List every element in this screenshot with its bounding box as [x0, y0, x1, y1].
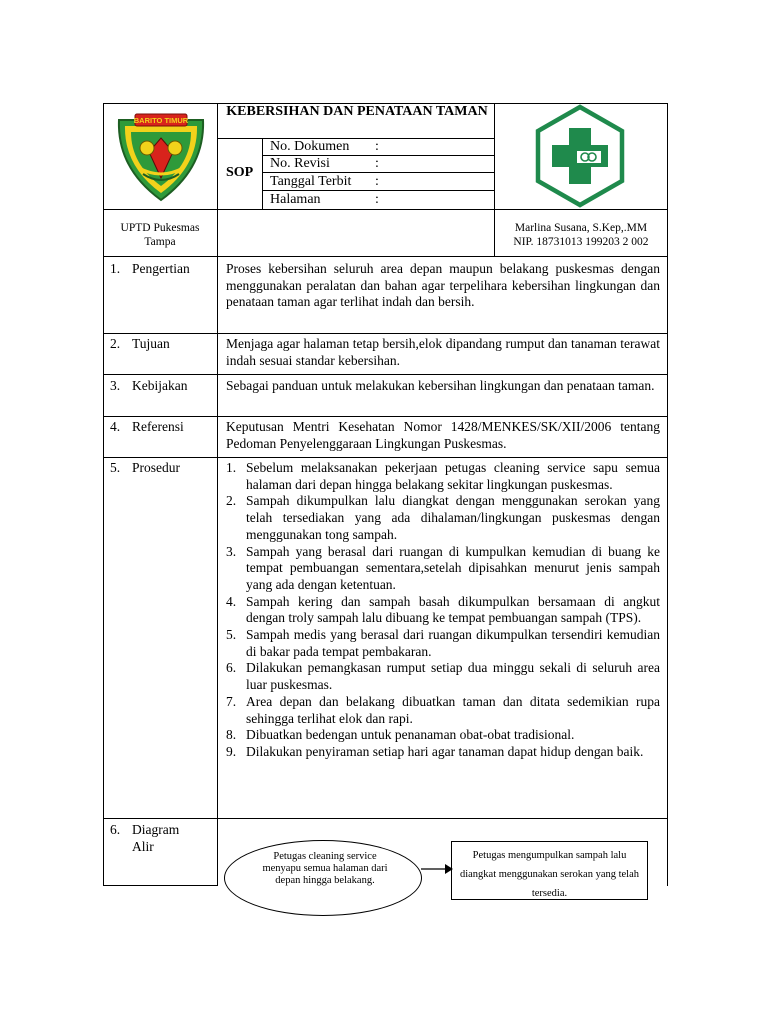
section-label-pengertian: 1. Pengertian	[110, 261, 190, 276]
table-border-bottom	[103, 885, 217, 886]
meta-colon: :	[375, 192, 379, 207]
unit-line-1: UPTD Pukesmas	[120, 222, 200, 234]
list-item: 8. Dibuatkan bedengan untuk penanaman obat-obat tradisional.	[226, 727, 575, 743]
section-text-pengertian: Proses kebersihan seluruh area depan maupun belakang puskesmas dengan menggunakan peralatan dan bahan agar terpelihara kebersihan lingkungan dan penataan taman agar terlihat indah dan bersih.	[226, 261, 660, 310]
row-line-3	[103, 374, 668, 375]
meta-colon: :	[375, 174, 379, 189]
section-text-referensi: Keputusan Mentri Kesehatan Nomor 1428/MENKES/SK/XII/2006 tentang Pedoman Penyelenggaraan Lingkungan Puskesmas.	[226, 419, 660, 451]
meta-label: No. Dokumen	[270, 139, 350, 154]
header-bottom-line	[103, 256, 668, 257]
list-item: 5. Sampah medis yang berasal dari ruangan dikumpulkan tersendiri kemudian di bakar pada tempat pembakaran.	[226, 627, 660, 659]
table-border-left	[103, 103, 104, 886]
meta-field-revision	[270, 155, 379, 172]
section-label-prosedur: 5. Prosedur	[110, 460, 180, 475]
meta-field-page	[270, 191, 379, 208]
header-divider-left	[217, 103, 218, 886]
table-border-right	[667, 103, 668, 886]
list-item: 6. Dilakukan pemangkasan rumput setiap dua minggu sekali di seluruh area luar puskesmas.	[226, 660, 660, 693]
row-line-4	[103, 416, 668, 417]
section-label-tujuan: 2. Tujuan	[110, 336, 170, 351]
meta-field-document-no	[270, 138, 379, 155]
section-label-kebijakan: 3. Kebijakan	[110, 378, 188, 393]
svg-text:BARITO TIMUR: BARITO TIMUR	[133, 116, 189, 125]
sop-divider	[262, 138, 263, 210]
header-divider-right	[494, 103, 495, 257]
flow-arrow	[420, 862, 454, 876]
row-line-6	[103, 818, 668, 819]
row-line-2	[103, 333, 668, 334]
section-text-kebijakan: Sebagai panduan untuk melakukan kebersihan lingkungan dan penataan taman.	[226, 378, 655, 393]
section-text-tujuan: Menjaga agar halaman tetap bersih,elok dipandang rumput dan tanaman terawat indah sesuai standar kebersihan.	[226, 336, 660, 368]
list-item: 4. Sampah kering dan sampah basah dikumpulkan bersamaan di angkut dengan troly sampah lalu dibuang ke tempat pembuangan sampah (TPS).	[226, 593, 660, 626]
meta-label: Tanggal Terbit	[270, 174, 352, 189]
flow-node-process-text: Petugas mengumpulkan sampah lalu diangkat menggunakan serokan yang telah tersedia.	[459, 850, 640, 899]
list-item: 9. Dilakukan penyiraman setiap hari agar tanaman dapat hidup dengan baik.	[226, 743, 644, 759]
flow-node-start-text: Petugas cleaning service menyapu semua halaman dari depan hingga belakang.	[262, 851, 388, 886]
meta-label: Halaman	[270, 192, 321, 207]
list-item: 3. Sampah yang berasal dari ruangan di kumpulkan kemudian di buang ke tempat pembuangan sementara,setelah dipisahkan menurut jenis sampah yang ada dengan ketentuan.	[226, 543, 660, 592]
sop-label: SOP	[226, 165, 254, 180]
meta-field-issue-date	[270, 173, 379, 190]
barito-timur-crest-logo	[113, 108, 209, 204]
unit-line-2: Tampa	[144, 236, 176, 248]
row-line-5	[103, 457, 668, 458]
document-title: KEBERSIHAN DAN PENATAAN TAMAN	[226, 104, 488, 119]
section-label-referensi: 4. Referensi	[110, 419, 184, 434]
meta-label: No. Revisi	[270, 156, 330, 171]
unit-name	[108, 221, 212, 249]
puskesmas-logo	[533, 104, 627, 208]
section-label-diagram-alir: 6. Diagram Alir	[110, 822, 180, 854]
meta-colon: :	[375, 156, 379, 171]
meta-colon: :	[375, 139, 379, 154]
signer-block	[498, 221, 664, 249]
procedure-list	[226, 460, 660, 761]
header-row-line	[103, 209, 668, 210]
title-underline	[217, 138, 494, 139]
signer-nip: NIP. 18731013 199203 2 002	[513, 236, 649, 248]
list-item: 7. Area depan dan belakang dibuatkan taman dan ditata sedemikian rupa sehingga terlihat elok dan rapi.	[226, 693, 660, 726]
list-item: 1. Sebelum melaksanakan pekerjaan petugas cleaning service sapu semua halaman dari depan hingga belakang sekitar lingkungan puskesmas.	[226, 460, 660, 492]
signer-name: Marlina Susana, S.Kep,.MM	[514, 222, 648, 234]
list-item: 2. Sampah dikumpulkan lalu diangkat dengan menggunakan serokan yang telah tersediakan yang ada dihalaman/lingkungan puskesmas dengan menggunakan tong sampah.	[226, 493, 660, 542]
